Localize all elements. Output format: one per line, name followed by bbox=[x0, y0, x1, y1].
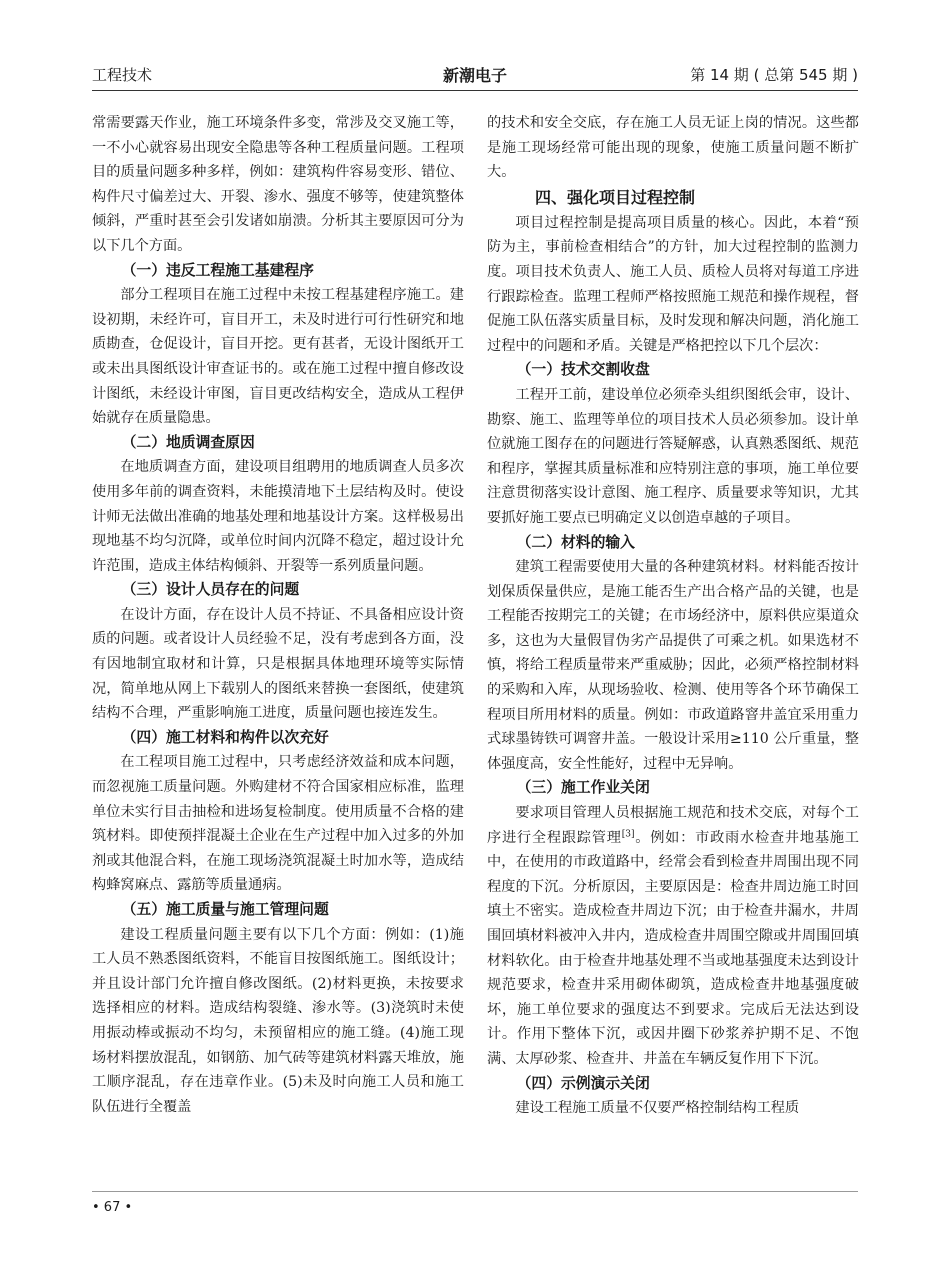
header-issue-number: 第 14 期 ( 总第 545 期 ) bbox=[690, 66, 858, 84]
subheading: （三）施工作业关闭 bbox=[516, 779, 650, 797]
paragraph bbox=[487, 801, 859, 1072]
header-journal-name: 新潮电子 bbox=[442, 66, 507, 85]
subheading: （四）示例演示关闭 bbox=[516, 1074, 650, 1092]
paragraph: 部分工程项目在施工过程中未按工程基建程序施工。建设初期，未经许可，盲目开工，未及时进行可行性研究和地质勘查，仓促设计，盲目开挖。更有甚者，无设计图纸开工或未出具图纸设计审查证书的。或在施工过程中擅自修改设计图纸，未经设计审图，盲目更改结构安全，造成从工程伊始就存在质量隐患。 bbox=[92, 287, 464, 427]
paragraph-text: 。例如：市政雨水检查井地基施工中，在使用的市政道路中，经常会看到检查井周围出现不同程度的下沉。分析原因，主要原因是：检查井周边施工时回填土不密实。造成检查井周边下沉；由于检查井漏水，井周围回填材料被冲入井内，造成检查井周围空隙或井周围回填材料软化。由于检查井地基处理不当或地基强度未达到设计规范要求，检查井采用砌体砌筑，造成检查井地基强度破坏，施工单位要求的强度达不到要求。完成后无法达到设计。作用下整体下沉，或因井圈下砂浆养护期不足、不饱满、太厚砂浆、检查井、井盖在车辆反复作用下下沉。 bbox=[487, 829, 859, 1067]
subheading: （一）违反工程施工基建程序 bbox=[121, 261, 314, 279]
paragraph: 工程开工前，建设单位必须牵头组织图纸会审，设计、勘察、施工、监理等单位的项目技术人员必须参加。设计单位就施工图存在的问题进行答疑解惑，认真熟悉图纸、规范和程序，掌握其质量标准和应特别注意的事项，施工单位要注意贯彻落实设计意图、施工程序、质量要求等知识，尤其要抓好施工要点已明确定义以创造卓越的子项目。 bbox=[487, 386, 859, 526]
paragraph-text: 要求项目管理人员根据施工规范和技术交底，对每个工序进行全程跟踪管理 bbox=[487, 805, 859, 846]
paragraph: 项目过程控制是提高项目质量的核心。因此，本着“预防为主，事前检查相结合”的方针，加大过程控制的监测力度。项目技术负责人、施工人员、质检人员将对每道工序进行跟踪检查。监理工程师严格按照施工规范和操作规程，督促施工队伍落实质量目标，及时发现和解决问题，消化施工过程中的问题和矛盾。关键是严格把控以下几个层次： bbox=[487, 214, 859, 354]
subheading: （三）设计人员存在的问题 bbox=[121, 581, 300, 599]
paragraph: 在地质调查方面，建设项目组聘用的地质调查人员多次使用多年前的调查资料，未能摸清地下土层结构及时。使设计师无法做出准确的地基处理和地基设计方案。这样极易出现地基不均匀沉降，或单位时间内沉降不稳定，超过设计允许范围，造成主体结构倾斜、开裂等一系列质量问题。 bbox=[92, 459, 464, 574]
subheading: （一）技术交割收盘 bbox=[516, 361, 650, 379]
right-column bbox=[487, 111, 859, 1121]
paragraph: 在设计方面，存在设计人员不持证、不具备相应设计资质的问题。或者设计人员经验不足，没有考虑到各方面，没有因地制宜取材和计算，只是根据具体地理环境等实际情况，简单地从网上下载别人的图纸来替换一套图纸，使建筑结构不合理，严重影响施工进度，质量问题也接连发生。 bbox=[92, 606, 464, 722]
section-heading: 四、强化项目过程控制 bbox=[535, 187, 696, 207]
left-column bbox=[92, 111, 464, 1119]
paragraph: 常需要露天作业，施工环境条件多变，常涉及交叉施工等，一不小心就容易出现安全隐患等各种工程质量问题。工程项目的质量问题多种多样，例如：建筑构件容易变形、错位、构件尺寸偏差过大、开裂、渗水、强度不够等，使建筑整体倾斜，严重时甚至会引发诸如崩溃。分析其主要原因可分为以下几个方面。 bbox=[92, 115, 464, 254]
paragraph: 建设工程施工质量不仅要严格控制结构工程质 bbox=[515, 1100, 800, 1117]
citation-ref: [3] bbox=[621, 828, 635, 839]
paragraph: 在工程项目施工过程中，只考虑经济效益和成本问题，而忽视施工质量问题。外购建材不符合国家相应标准，监理单位未实行目击抽检和进场复检制度。使用质量不合格的建筑材料。即使预拌混凝土企业在生产过程中加入过多的外加剂或其他混合料，在施工现场浇筑混凝土时加水等，造成结构蜂窝麻点、露筋等质量通病。 bbox=[92, 754, 464, 894]
subheading: （二）材料的输入 bbox=[516, 533, 635, 551]
footer-rule bbox=[92, 1191, 858, 1192]
paragraph: 建筑工程需要使用大量的各种建筑材料。材料能否按计划保质保量供应，是施工能否生产出合格产品的关键，也是工程能否按期完工的关键；在市场经济中，原料供应渠道众多，这也为大量假冒伪劣产品提供了可乘之机。如果选材不慎，将给工程质量带来严重威胁；因此，必须严格控制材料的采购和入库，从现场验收、检测、使用等各个环节确保工程项目所用材料的质量。例如：市政道路窨井盖宜采用重力式球墨铸铁可调窨井盖。一般设计采用≥110 公斤重量，整体强度高，安全性能好，过程中无异响。 bbox=[487, 559, 859, 772]
header-rule bbox=[92, 90, 858, 91]
subheading: （二）地质调查原因 bbox=[121, 433, 255, 451]
paragraph: 建设工程质量问题主要有以下几个方面：例如：(1)施工人员不熟悉图纸资料，不能盲目按图纸施工。图纸设计；并且设计部门允许擅自修改图纸。(2)材料更换，未按要求选择相应的材料。造成结构裂缝、渗水等。(3)浇筑时未使用振动棒或振动不均匀，未预留相应的施工缝。(4)施工现场材料摆放混乱，如钢筋、加气砖等建筑材料露天堆放，施工顺序混乱，存在违章作业。(5)未及时向施工人员和施工队伍进行全覆盖 bbox=[92, 926, 464, 1115]
subheading: （四）施工材料和构件以次充好 bbox=[121, 728, 329, 746]
page-header bbox=[92, 62, 858, 88]
paragraph: 的技术和安全交底，存在施工人员无证上岗的情况。这些都是施工现场经常可能出现的现象，使施工质量问题不断扩大。 bbox=[487, 115, 859, 181]
header-section-label: 工程技术 bbox=[92, 66, 153, 84]
page-number: • 67 • bbox=[92, 1200, 133, 1215]
subheading: （五）施工质量与施工管理问题 bbox=[121, 901, 329, 918]
